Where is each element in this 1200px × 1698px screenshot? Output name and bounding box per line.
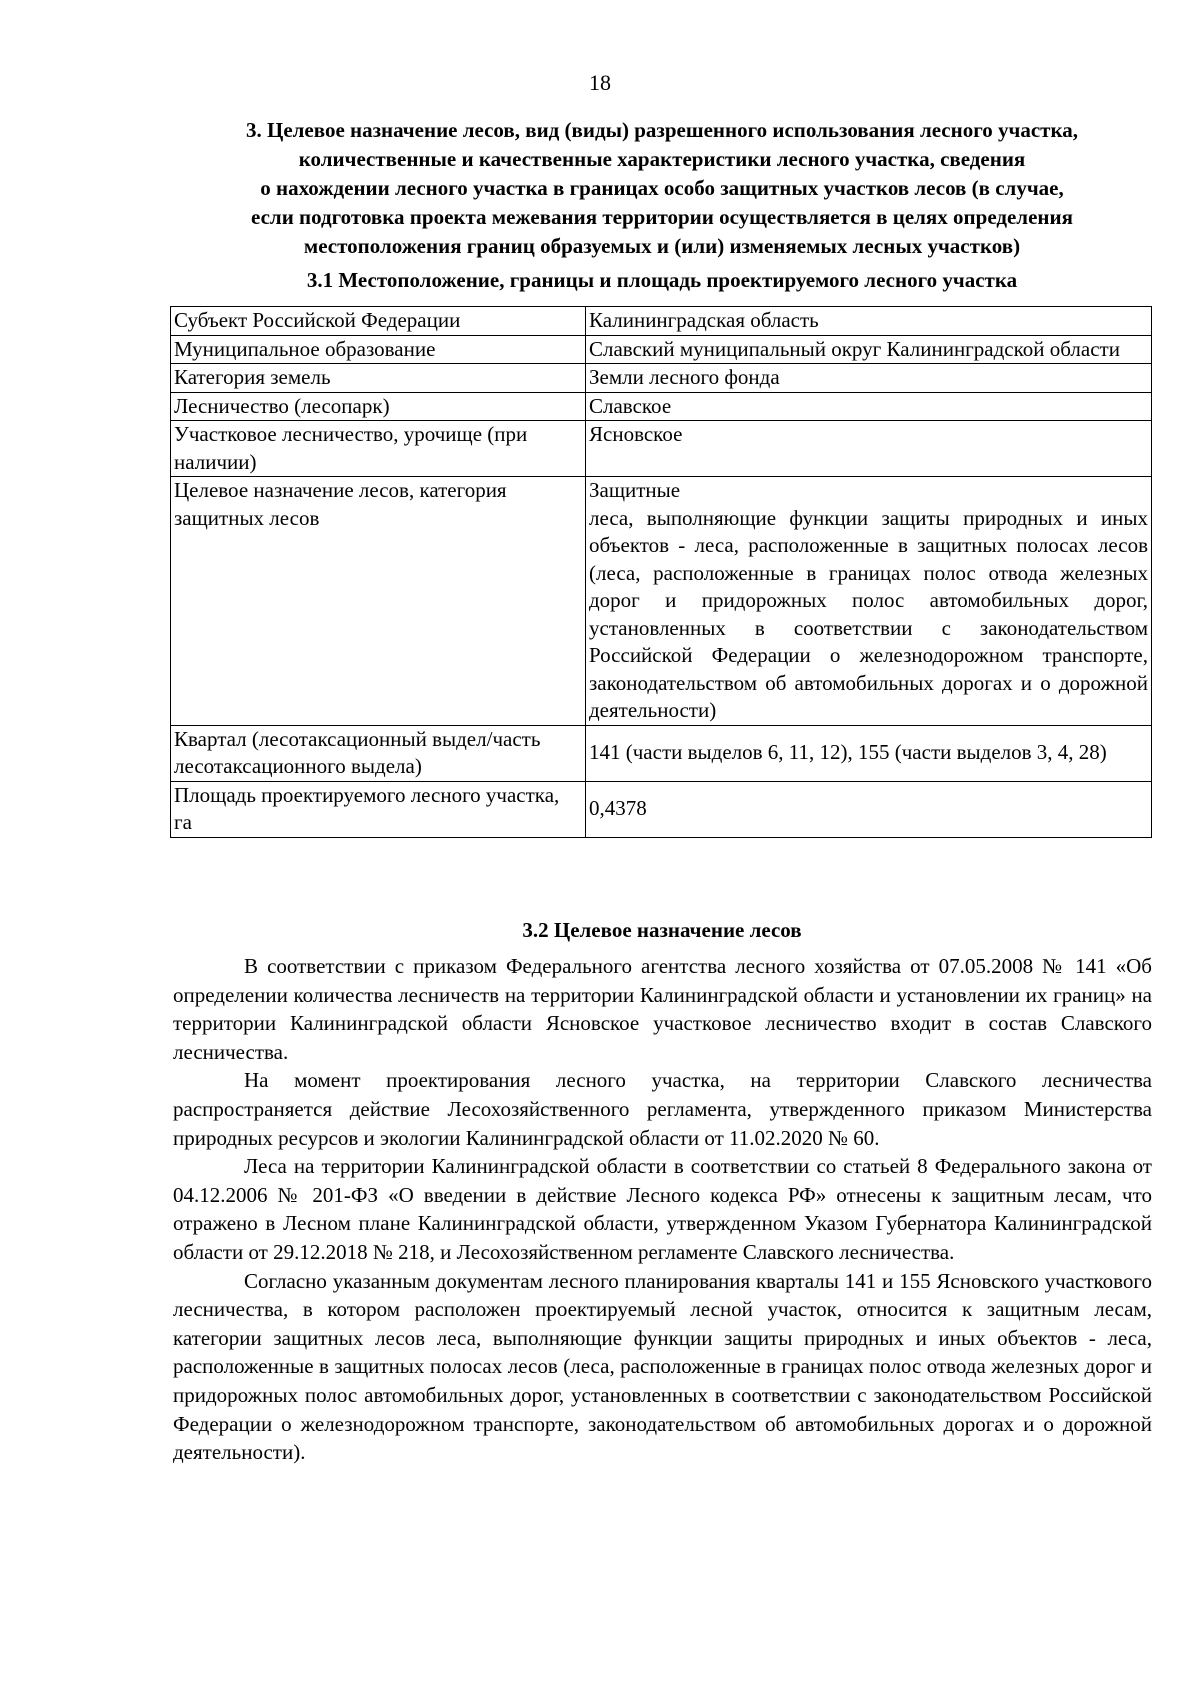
row-label: Категория земель xyxy=(171,364,586,393)
row-value: Земли лесного фонда xyxy=(586,364,1152,393)
row-value: Ясновское xyxy=(586,421,1152,477)
table-row xyxy=(171,364,1152,393)
row-value xyxy=(586,477,1152,726)
table-row xyxy=(171,392,1152,421)
table-row xyxy=(171,477,1152,726)
row-label: Муниципальное образование xyxy=(171,335,586,364)
forest-plot-info-table xyxy=(170,306,1152,838)
heading-line: 3. Целевое назначение лесов, вид (виды) разрешенного использования лесного участка, xyxy=(245,118,1079,142)
paragraph: Согласно указанным документам лесного планирования кварталы 141 и 155 Ясновского участкового лесничества, в котором расположен проектируемый лесной участок, относится к защитным лесам, категории защитных лесов леса, выполняющие функции защиты природных и иных объектов - леса, расположенные в защитных полосах лесов (леса, расположенные в границах полос отвода железных дорог и придорожных полос автомобильных дорог, установленных в соответствии с законодательством Российской Федерации о железнодорожном транспорте, законодательством об автомобильных дорогах и о дорожной деятельности). xyxy=(173,1268,1152,1465)
section-3-heading xyxy=(172,116,1152,261)
row-label: Площадь проектируемого лесного участка, га xyxy=(171,781,586,837)
table-row xyxy=(171,335,1152,364)
paragraph: Леса на территории Калининградской области в соответствии со статьей 8 Федерального закона от 04.12.2006 № 201-ФЗ «О введении в действие Лесного кодекса РФ» отнесены к защитным лесам, что отражено в Лесном плане Калининградской области, утвержденном Указом Губернатора Калининградской области от 29.12.2018 № 218, и Лесохозяйственном регламенте Славского лесничества. xyxy=(173,1154,1152,1264)
row-value: 0,4378 xyxy=(586,781,1152,837)
row-value-line: Защитные xyxy=(589,478,681,502)
row-value: Славский муниципальный округ Калининградской области xyxy=(586,335,1152,364)
section-3-2-body xyxy=(173,952,1152,1467)
page-number: 18 xyxy=(589,70,611,95)
table-row xyxy=(171,421,1152,477)
paragraph: В соответствии с приказом Федерального агентства лесного хозяйства от 07.05.2008 № 141 «Об определении количества лесничеств на территории Калининградской области и установлении их границ» на территории Калининградской области Ясновское участковое лесничество входит в состав Славского лесничества. xyxy=(173,954,1152,1064)
row-value: Славское xyxy=(586,392,1152,421)
row-value: Калининградская область xyxy=(586,307,1152,336)
row-label: Лесничество (лесопарк) xyxy=(171,392,586,421)
section-3-2-title: 3.2 Целевое назначение лесов xyxy=(522,918,802,942)
paragraph: На момент проектирования лесного участка, на территории Славского лесничества распространяется действие Лесохозяйственного регламента, утвержденного приказом Министерства природных ресурсов и экологии Калининградской области от 11.02.2020 № 60. xyxy=(173,1068,1152,1150)
row-label: Целевое назначение лесов, категория защитных лесов xyxy=(171,477,586,726)
row-value-line: леса, выполняющие функции защиты природных и иных объектов - леса, расположенные в защитных полосах лесов (леса, расположенные в границах полос отвода железных дорог и придорожных полос автомобильных дорог, установленных в соответствии с законодательством Российской Федерации о железнодорожном транспорте, законодательством об автомобильных дорогах и о дорожной деятельности) xyxy=(589,505,1148,722)
heading-line: о нахождении лесного участка в границах особо защитных участков лесов (в случае, xyxy=(260,176,1064,200)
section-3-1-title: 3.1 Местоположение, границы и площадь проектируемого лесного участка xyxy=(306,268,1018,292)
table-row xyxy=(171,307,1152,336)
table-row xyxy=(171,725,1152,781)
heading-line: количественные и качественные характеристики лесного участка, сведения xyxy=(298,147,1026,171)
heading-line: если подготовка проекта межевания территории осуществляется в целях определения xyxy=(251,205,1073,229)
row-value: 141 (части выделов 6, 11, 12), 155 (части выделов 3, 4, 28) xyxy=(586,725,1152,781)
row-label: Субъект Российской Федерации xyxy=(171,307,586,336)
row-label: Квартал (лесотаксационный выдел/часть лесотаксационного выдела) xyxy=(171,725,586,781)
row-label: Участковое лесничество, урочище (при наличии) xyxy=(171,421,586,477)
heading-line: местоположения границ образуемых и (или) изменяемых лесных участков) xyxy=(303,234,1021,258)
table-row xyxy=(171,781,1152,837)
